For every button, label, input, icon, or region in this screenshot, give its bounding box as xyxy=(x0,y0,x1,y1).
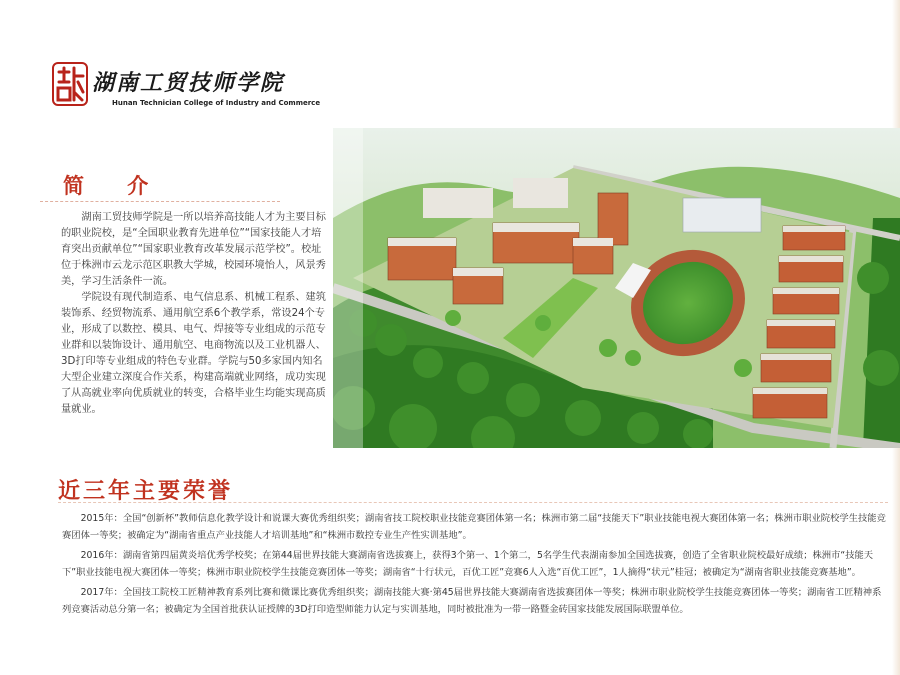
honors-title: 近三年主要荣誉 xyxy=(58,479,234,504)
honors-item-2016: 2016年：湖南省第四届黄炎培优秀学校奖；在第44届世界技能大赛湖南省选拔赛上，获得3个第一、1个第二，5名学生代表湖南参加全国选拔赛，创造了全省职业院校最好成绩；株洲市“技能天下”职业技能电视大赛团体一等奖；株洲市职业院校学生技能竞赛团体一等奖；湖南省“十行状元，百优工匠”竞赛6人入选“百优工匠”，1人摘得“状元”桂冠；被确定为“湖南省职业技能竞赛基地”。 xyxy=(62,550,874,578)
school-name-en: Hunan Technician College of Industry and Commerce xyxy=(112,99,321,107)
honors-item-2017: 2017年：全国技工院校工匠精神教育系列比赛和微课比赛优秀组织奖；湖南技能大赛·第45届世界技能大赛湖南省选拔赛团体一等奖；株洲市职业院校学生技能竞赛团体一等奖；湖南省工匠精神系列竞赛活动总分第一名；被确定为全国首批获认证授牌的3D打印造型师能力认定与实训基地，同时被批准为一带一路暨金砖国家技能发展国际联盟单位。 xyxy=(62,587,882,615)
stamp-seal-logo xyxy=(52,62,88,106)
school-name-cn: 湖南工贸技师学院 xyxy=(92,70,285,96)
intro-title: 简 介 xyxy=(63,174,167,198)
campus-aerial-photo xyxy=(333,128,900,448)
intro-paragraph: 学院设有现代制造系、电气信息系、机械工程系、建筑装饰系、经贸物流系、通用航空系6个教学系，常设24个专业，形成了以数控、模具、电气、焊接等专业组成的示范专业群和以装饰设计、通用航空、电商物流以及工业机器人、3D打印等专业组成的特色专业群。学院与50多家国内知名大型企业建立深度合作关系，构建高端就业网络，成功实现了从高就业率向优质就业的转变，合格毕业生均能实现高质量就业。 xyxy=(61,292,326,415)
intro-body xyxy=(61,210,329,418)
divider xyxy=(40,201,280,202)
divider xyxy=(58,502,888,503)
intro-paragraph: 湖南工贸技师学院是一所以培养高技能人才为主要目标的职业院校，是“全国职业教育先进单位”“国家技能人才培育突出贡献单位”“国家职业教育改革发展示范学校”。校址位于株洲市云龙示范区职教大学城，校园环境怡人，风景秀美，学习生活条件一流。 xyxy=(61,212,326,287)
honors-list xyxy=(62,510,888,621)
honors-item-2015: 2015年：全国“创新杯”教师信息化教学设计和说课大赛优秀组织奖；湖南省技工院校职业技能竞赛团体第一名；株洲市第二届“技能天下”职业技能电视大赛团体第一名；株洲市职业院校学生技能竞赛团体一等奖；被确定为“湖南省重点产业技能人才培训基地”和“株洲市数控专业生产性实训基地”。 xyxy=(62,513,886,541)
